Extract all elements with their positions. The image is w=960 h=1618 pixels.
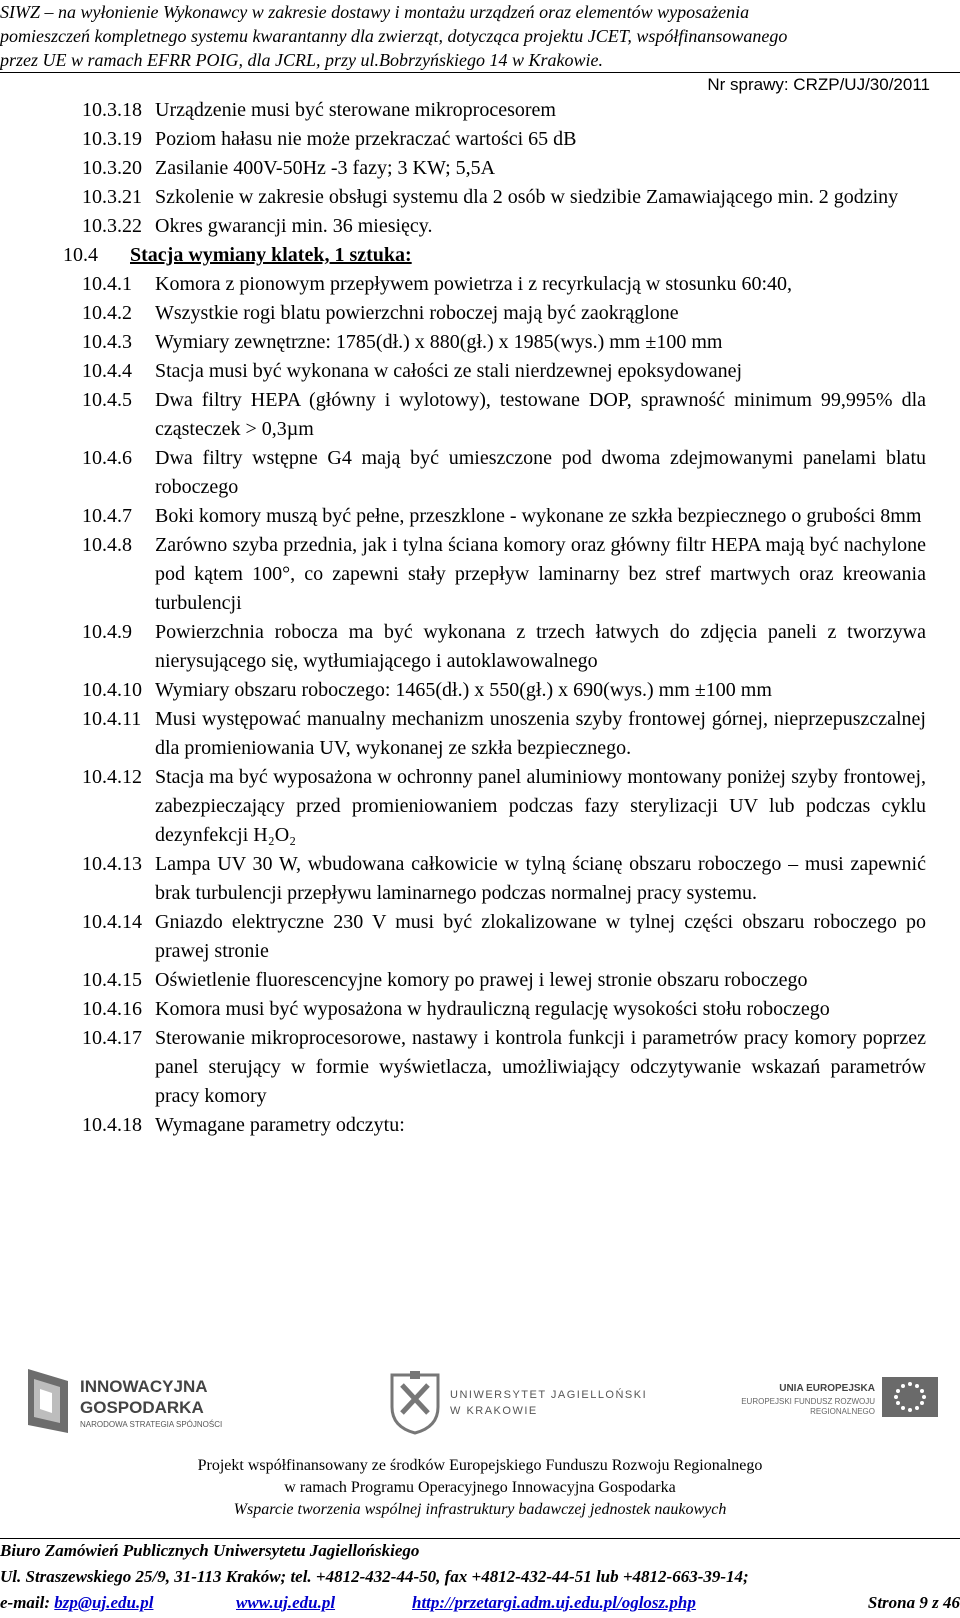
- eu-line-2: EUROPEJSKI FUNDUSZ ROZWOJU REGIONALNEGO: [741, 1397, 875, 1416]
- item-number: 10.4.2: [82, 302, 132, 324]
- email-label: e-mail:: [0, 1593, 51, 1612]
- item-text: Wymiary obszaru roboczego: 1465(dł.) x 550(gł.) x 690(wys.) mm ±100 mm: [155, 679, 772, 701]
- item-text: Gniazdo elektryczne 230 V musi być zlokalizowane w tylnej części obszaru roboczego po prawej stronie: [155, 911, 926, 962]
- item-text: Zasilanie 400V-50Hz -3 fazy; 3 KW; 5,5A: [155, 157, 496, 179]
- item-text: Powierzchnia robocza ma być wykonana z trzech łatwych do zdjęcia paneli z tworzywa nierysującego się, wytłumiającego i autoklawowalnego: [155, 621, 926, 672]
- ig-line-2: GOSPODARKA: [80, 1398, 204, 1417]
- header-line-2: pomieszczeń kompletnego systemu kwarantanny dla zwierząt, dotycząca projektu JCET, współfinansowanego: [0, 26, 788, 46]
- item-text: Komora z pionowym przepływem powietrza i z recyrkulacją w stosunku 60:40,: [155, 273, 793, 295]
- uj-crest-icon: [388, 1369, 442, 1435]
- footer-office: Biuro Zamówień Publicznych Uniwersytetu Jagiellońskiego: [0, 1541, 420, 1560]
- item-text: Dwa filtry wstępne G4 mają być umieszczone pod dwoma zdejmowanymi panelami blatu roboczego: [155, 447, 926, 498]
- item-number: 10.4.14: [82, 911, 142, 933]
- list-item: [0, 966, 960, 995]
- list-item: [0, 96, 960, 125]
- item-text: Urządzenie musi być sterowane mikroprocesorem: [155, 99, 556, 121]
- ig-line-3: NARODOWA STRATEGIA SPÓJNOŚCI: [80, 1420, 223, 1429]
- list-item: [0, 908, 960, 966]
- list-item: [0, 1111, 960, 1140]
- item-number: 10.4: [63, 244, 98, 266]
- item-number: 10.4.18: [82, 1114, 142, 1136]
- item-text: Wymagane parametry odczytu:: [155, 1114, 405, 1136]
- list-item: [0, 531, 960, 618]
- page-number: Strona 9 z 46: [867, 1593, 960, 1612]
- item-text: Zarówno szyba przednia, jak i tylna ściana komory oraz główny filtr HEPA mają być nachylone pod kątem 100°, co zapewni stały przepływ laminarny bez stref martwych oraz kreowania turbulencji: [155, 534, 926, 614]
- item-number: 10.3.20: [82, 157, 142, 179]
- item-number: 10.4.8: [82, 534, 132, 556]
- item-number: 10.4.10: [82, 679, 142, 701]
- header-line-3: przez UE w ramach EFRR POIG, dla JCRL, przy ul.Bobrzyńskiego 14 w Krakowie.: [0, 50, 603, 70]
- item-text: Szkolenie w zakresie obsługi systemu dla 2 osób w siedzibie Zamawiającego min. 2 godziny: [155, 186, 899, 208]
- eu-logo: [740, 1373, 940, 1433]
- item-text: Oświetlenie fluorescencyjne komory po prawej i lewej stronie obszaru roboczego: [155, 969, 808, 991]
- list-item: [0, 850, 960, 908]
- item-number: 10.4.1: [82, 273, 132, 295]
- list-item: [0, 183, 960, 212]
- item-number: 10.4.3: [82, 331, 132, 353]
- item-number: 10.4.13: [82, 853, 142, 875]
- list-item: [0, 618, 960, 676]
- item-number: 10.3.18: [82, 99, 142, 121]
- item-text: Sterowanie mikroprocesorowe, nastawy i kontrola funkcji i parametrów pracy komory poprzez panel sterujący w formie wyświetlacza, umożliwiający odczytywanie wskazań parametrów pracy komory: [155, 1027, 926, 1107]
- item-number: 10.4.4: [82, 360, 132, 382]
- innowacyjna-gospodarka-logo: [20, 1365, 250, 1439]
- document-body: [0, 96, 960, 1140]
- uj-logo: [388, 1369, 648, 1435]
- item-text: Okres gwarancji min. 36 miesięcy.: [155, 215, 433, 237]
- list-item: [0, 444, 960, 502]
- item-text: Stacja musi być wykonana w całości ze stali nierdzewnej epoksydowanej: [155, 360, 743, 382]
- eu-line-1: UNIA EUROPEJSKA: [779, 1383, 875, 1394]
- list-item: [0, 763, 960, 850]
- list-item: [0, 1024, 960, 1111]
- item-number: 10.4.17: [82, 1027, 142, 1049]
- tenders-link[interactable]: http://przetargi.adm.uj.edu.pl/oglosz.php: [412, 1593, 696, 1612]
- footer-email: [0, 1590, 153, 1616]
- section-heading: [0, 241, 960, 270]
- project-line-3: Wsparcie tworzenia wspólnej infrastruktury badawczej jednostek naukowych: [233, 1501, 727, 1518]
- project-info: [0, 1455, 960, 1521]
- item-text: Musi występować manualny mechanizm unoszenia szyby frontowej górnej, nieprzepuszczalnej dla promieniowania UV, wykonanej ze szkła bezpiecznego.: [155, 708, 926, 759]
- list-item: [0, 705, 960, 763]
- item-number: 10.3.22: [82, 215, 142, 237]
- list-item: [0, 328, 960, 357]
- email-link[interactable]: bzp@uj.edu.pl: [54, 1593, 154, 1612]
- list-item: [0, 502, 960, 531]
- list-item: [0, 125, 960, 154]
- project-line-1: Projekt współfinansowany ze środków Europejskiego Funduszu Rozwoju Regionalnego: [197, 1457, 763, 1474]
- website-link[interactable]: www.uj.edu.pl: [236, 1593, 336, 1612]
- item-number: 10.4.7: [82, 505, 132, 527]
- list-item: [0, 270, 960, 299]
- item-text: Wymiary zewnętrzne: 1785(dł.) x 880(gł.) x 1985(wys.) mm ±100 mm: [155, 331, 723, 353]
- list-item: [0, 995, 960, 1024]
- item-number: 10.3.19: [82, 128, 142, 150]
- item-number: 10.4.5: [82, 389, 132, 411]
- project-line-2: w ramach Programu Operacyjnego Innowacyjna Gospodarka: [284, 1479, 676, 1496]
- footer-address: Ul. Straszewskiego 25/9, 31-113 Kraków; tel. +4812-432-44-50, fax +4812-432-44-51 lub +4812-663-39-14;: [0, 1567, 749, 1586]
- item-number: 10.4.16: [82, 998, 142, 1020]
- logo-strip: [0, 1365, 960, 1445]
- header-line-1: SIWZ – na wyłonienie Wykonawcy w zakresie dostawy i montażu urządzeń oraz elementów wyposażenia: [0, 2, 750, 22]
- ig-line-1: INNOWACYJNA: [80, 1377, 208, 1396]
- item-number: 10.4.9: [82, 621, 132, 643]
- list-item: [0, 386, 960, 444]
- list-item: [0, 676, 960, 705]
- list-item: [0, 357, 960, 386]
- item-text: Stacja wymiany klatek, 1 sztuka:: [130, 244, 412, 266]
- item-text: Poziom hałasu nie może przekraczać wartości 65 dB: [155, 128, 577, 150]
- item-text: Dwa filtry HEPA (główny i wylotowy), testowane DOP, sprawność minimum 99,995% dla cząsteczek > 0,3µm: [155, 389, 926, 440]
- item-number: 10.4.6: [82, 447, 132, 469]
- list-item: [0, 299, 960, 328]
- item-number: 10.4.12: [82, 766, 142, 788]
- uj-line-1: UNIWERSYTET JAGIELLOŃSKI: [450, 1389, 648, 1401]
- item-number: 10.4.11: [82, 708, 142, 730]
- item-text: Wszystkie rogi blatu powierzchni roboczej mają być zaokrąglone: [155, 302, 679, 324]
- item-number: 10.3.21: [82, 186, 142, 208]
- item-number: 10.4.15: [82, 969, 142, 991]
- item-text: Lampa UV 30 W, wbudowana całkowicie w tylną ścianę obszaru roboczego – musi zapewnić brak turbulencji przepływu laminarnego podczas normalnej pracy systemu.: [155, 853, 926, 904]
- case-number: Nr sprawy: CRZP/UJ/30/2011: [707, 75, 930, 94]
- item-text: Stacja ma być wyposażona w ochronny panel aluminiowy montowany poniżej szyby frontowej, zabezpieczający przed promieniowaniem podczas fazy sterylizacji UV lub podczas cyklu dezynfekcji H₂O₂: [155, 766, 926, 846]
- header-divider: [0, 72, 960, 73]
- eu-flag-icon: [882, 1377, 938, 1417]
- item-text: Boki komory muszą być pełne, przeszklone - wykonane ze szkła bezpiecznego o grubości 8mm: [155, 505, 922, 527]
- ig-emblem-icon: [20, 1365, 76, 1437]
- item-text: Komora musi być wyposażona w hydrauliczną regulację wysokości stołu roboczego: [155, 998, 830, 1020]
- uj-line-2: W KRAKOWIE: [450, 1405, 538, 1417]
- list-item: [0, 212, 960, 241]
- list-item: [0, 154, 960, 183]
